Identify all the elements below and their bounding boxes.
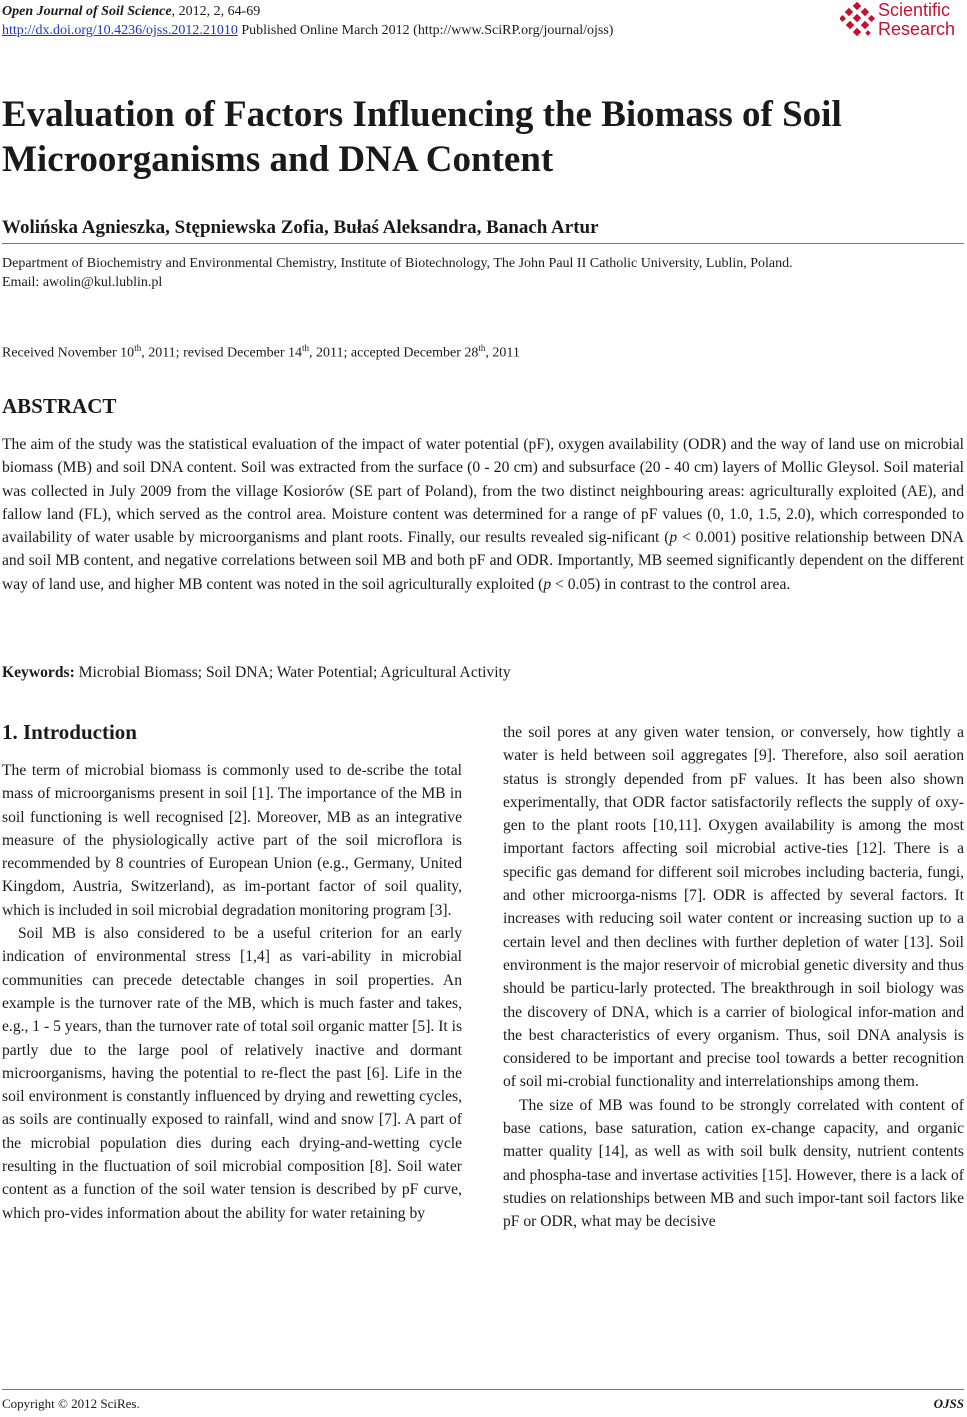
abstract-part-1: The aim of the study was the statistical evaluation of the impact of water potential (pF), oxygen availability (ODR) and the way of land use on microbial biomass (MB) and soil DNA content. Soil was extracted from the surface (0 - 20 cm) and subsurface (20 - 40 cm) layers of Mollic Gleysol. Soil material was collected in July 2009 from the village Kosiorów (SE part of Poland), from the two distinct neighbouring areas: agriculturally exploited (AE), and fallow land (FL), which served as the control area. Moisture content was determined for a range of pF values (0, 1.0, 1.5, 2.0), which corresponded to availability of water usable by microorganisms and plant roots. Finally, our results revealed sig-nificant ( — [2, 436, 964, 547]
header-divider — [2, 243, 964, 244]
p-symbol: p — [669, 529, 678, 547]
keywords-text: Microbial Biomass; Soil DNA; Water Potential; Agricultural Activity — [74, 664, 511, 681]
journal-name: Open Journal of Soil Science — [2, 4, 172, 19]
publisher-logo — [840, 0, 965, 44]
abstract-part-2: < 0.001) positive relationship between DNA and soil MB content, and negative correlations between soil MB and both pF and ODR. Importantly, MB seemed significantly dependent on the different way of land use, and higher MB content was noted in the soil agriculturally exploited ( — [2, 529, 964, 593]
p-symbol: p — [543, 575, 552, 593]
keywords-label: Keywords: — [2, 664, 75, 681]
keywords — [2, 662, 511, 684]
abstract-text — [2, 433, 964, 596]
abstract-part-3: < 0.05) in contrast to the control area. — [551, 575, 791, 593]
paragraph: Soil MB is also considered to be a useful criterion for an early indication of environmental stress [1,4] as vari-ability in microbial communities can precede detectable changes in soil properties. An example is the turnover rate of the MB, which is much faster and takes, e.g., 1 - 5 years, than the turnover rate of total soil organic matter [5]. It is partly due to the large pool of relatively inactive and dormant microorganisms, having the potential to re-flect the past [6]. Life in the soil environment is constantly influenced by drying and rewetting cycles, as soils are continually exposed to rainfall, wind and snow [7]. A part of the microbial population dies during each drying-and-wetting cycle resulting in the fluctuation of soil microbial composition [8]. Soil water content as a function of the soil water tension is described by pF curve, which pro-vides information about the ability for water retaining by — [2, 925, 463, 1222]
affiliation: Department of Biochemistry and Environmental Chemistry, Institute of Biotechnology, The John Paul II Catholic University, Lublin, Poland. — [2, 256, 793, 271]
paragraph: the soil pores at any given water tension, or conversely, how tightly a water is held between soil aggregates [9]. Therefore, also soil aeration status is strongly depended from pF values. It has been also shown experimentally, that ODR factor satisfactorily reflects the supply of oxy-gen to the plant roots [10,11]. Oxygen availability is among the most important factors affecting soil microbial active-ties [12]. There is a specific gas demand for different soil microbes including bacteria, fungi, and other microorga-nisms [7]. ODR is affected by several factors. It increases with reducing soil water content or increasing suction up to a certain level and then declines with further depletion of water [13]. Soil environment is the major reservoir of microbial genetic diversity and thus should be particu-larly protected. The breakthrough in soil biology was the discovery of DNA, which is a carrier of biological infor-mation and the best characteristics of every organism. Thus, soil DNA analysis is considered to be important and precise tool towards a better recognition of soil mi-crobial functionality and interrelationships among them. — [503, 724, 964, 1091]
right-column — [503, 721, 964, 1234]
abstract-heading: ABSTRACT — [2, 394, 117, 418]
logo-mark-icon — [840, 2, 876, 40]
accepted-year: , 2011 — [485, 345, 520, 361]
contact-email: Email: awolin@kul.lublin.pl — [2, 275, 163, 290]
doi-line — [2, 22, 613, 39]
journal-abbreviation: OJSS — [933, 1396, 964, 1411]
logo-line-1: Scientific — [878, 0, 951, 20]
published-info: Published Online March 2012 (http://www.SciRP.org/journal/ojss) — [237, 23, 614, 38]
author-list: Wolińska Agnieszka, Stępniewska Zofia, Bułaś Aleksandra, Banach Artur — [2, 217, 599, 238]
received-date: Received November 10 — [2, 345, 135, 361]
paragraph: The term of microbial biomass is commonly used to de-scribe the total mass of microorganisms present in soil [1]. The importance of the MB in soil functioning is well recognised [2]. Moreover, MB as an integrative measure of the physiologically active part of the soil microflora is recommended by 8 countries of European Union (e.g., Germany, United Kingdom, Austria, Switzerland), as im-portant factor of soil quality, which is included in soil microbial degradation monitoring program [3]. — [2, 762, 462, 919]
doi-link[interactable]: http://dx.doi.org/10.4236/ojss.2012.21010 — [2, 23, 238, 38]
ordinal-suffix: th — [302, 343, 310, 353]
journal-citation — [2, 3, 260, 20]
copyright: Copyright © 2012 SciRes. — [2, 1396, 140, 1411]
section-heading-introduction: 1. Introduction — [2, 720, 137, 744]
logo-line-2: Research — [878, 19, 956, 39]
logo-text — [878, 1, 955, 39]
footer-divider — [2, 1389, 964, 1390]
ordinal-suffix: th — [478, 343, 486, 353]
affiliation-block — [2, 254, 964, 292]
accepted-date: , 2011; accepted December 28 — [309, 345, 479, 361]
journal-volume: , 2012, 2, 64-69 — [171, 4, 261, 19]
left-column — [2, 759, 462, 1225]
paper-title: Evaluation of Factors Influencing the Biomass of Soil Microorganisms and DNA Content — [2, 94, 842, 180]
revised-date: , 2011; revised December 14 — [141, 345, 303, 361]
paragraph: The size of MB was found to be strongly correlated with content of base cations, base saturation, cation ex-change capacity, and organic matter quality [14], as well as with soil bulk density, nutrient contents and phospha-tase and invertase activities [15]. However, there is a lack of studies on relationships between MB and such impor-tant soil factors like pF or ODR, what may be decisive — [503, 1096, 964, 1231]
received-dates — [2, 339, 520, 363]
ordinal-suffix: th — [134, 343, 142, 353]
